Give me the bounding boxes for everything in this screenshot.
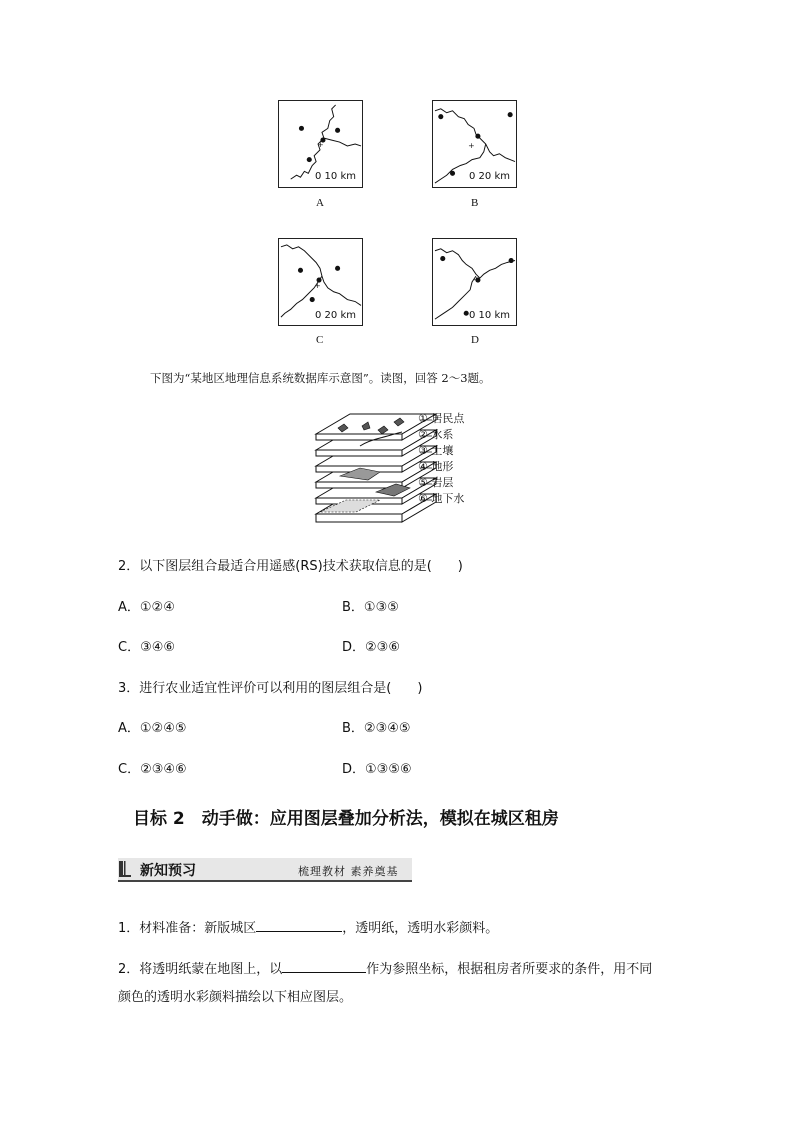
map-c-scale: 0 20 km	[315, 310, 356, 321]
svg-text:+: +	[473, 275, 480, 284]
legend-item-4: ④ 地形	[418, 460, 454, 473]
question-3-option-c[interactable]: C．②③④⑥	[118, 762, 187, 777]
question-2-option-d[interactable]: D．②③⑥	[342, 640, 400, 655]
map-c-label: C	[316, 334, 324, 346]
section-banner	[118, 858, 412, 882]
map-a	[278, 100, 363, 188]
blank-2[interactable]	[282, 960, 366, 973]
legend-item-6: ⑥ 地下水	[418, 492, 465, 505]
question-2-option-b[interactable]: B．①③⑤	[342, 600, 399, 615]
paragraph-2: 2．将透明纸蒙在地图上，以 作为参照坐标，根据租房者所要求的条件，用不同	[118, 962, 653, 977]
map-b-label: B	[471, 197, 479, 209]
map-a-label: A	[316, 197, 324, 209]
map-c	[278, 238, 363, 326]
banner-title: 新知预习	[140, 863, 196, 879]
paragraph-2-line-2: 颜色的透明水彩颜料描绘以下相应图层。	[118, 990, 353, 1005]
svg-text:+: +	[314, 280, 321, 290]
paragraph-1: 1．材料准备：新版城区 ，透明纸，透明水彩颜料。	[118, 921, 499, 936]
map-b	[432, 100, 517, 188]
map-a-scale: 0 10 km	[315, 171, 356, 182]
map-b-scale: 0 20 km	[469, 171, 510, 182]
question-3-option-a[interactable]: A．①②④⑤	[118, 721, 187, 736]
blank-1[interactable]	[256, 919, 342, 932]
banner-subtitle: 梳理教材 素养奠基	[298, 865, 399, 878]
question-2-option-c[interactable]: C．③④⑥	[118, 640, 176, 655]
legend-item-2: ② 水系	[418, 428, 454, 441]
question-2-stem: 2．以下图层组合最适合用遥感(RS)技术获取信息的是( )	[118, 559, 463, 574]
book-icon	[118, 860, 132, 878]
svg-text:+: +	[468, 140, 475, 150]
question-3-option-b[interactable]: B．②③④⑤	[342, 721, 411, 736]
goal-heading: 目标 2 动手做：应用图层叠加分析法，模拟在城区租房	[133, 809, 559, 829]
map-d-scale: 0 10 km	[469, 310, 510, 321]
map-d	[432, 238, 517, 326]
svg-text:+: +	[317, 139, 324, 149]
map-d-label: D	[471, 334, 479, 346]
question-3-option-d[interactable]: D．①③⑤⑥	[342, 762, 412, 777]
legend-item-1: ① 居民点	[418, 412, 465, 425]
intro-text: 下图为“某地区地理信息系统数据库示意图”。读图，回答 2～3题。	[150, 371, 491, 385]
legend-item-5: ⑤ 岩层	[418, 476, 454, 489]
question-3-stem: 3．进行农业适宜性评价可以利用的图层组合是( )	[118, 681, 423, 696]
question-2-option-a[interactable]: A．①②④	[118, 600, 175, 615]
legend-item-3: ③ 土壤	[418, 444, 454, 457]
